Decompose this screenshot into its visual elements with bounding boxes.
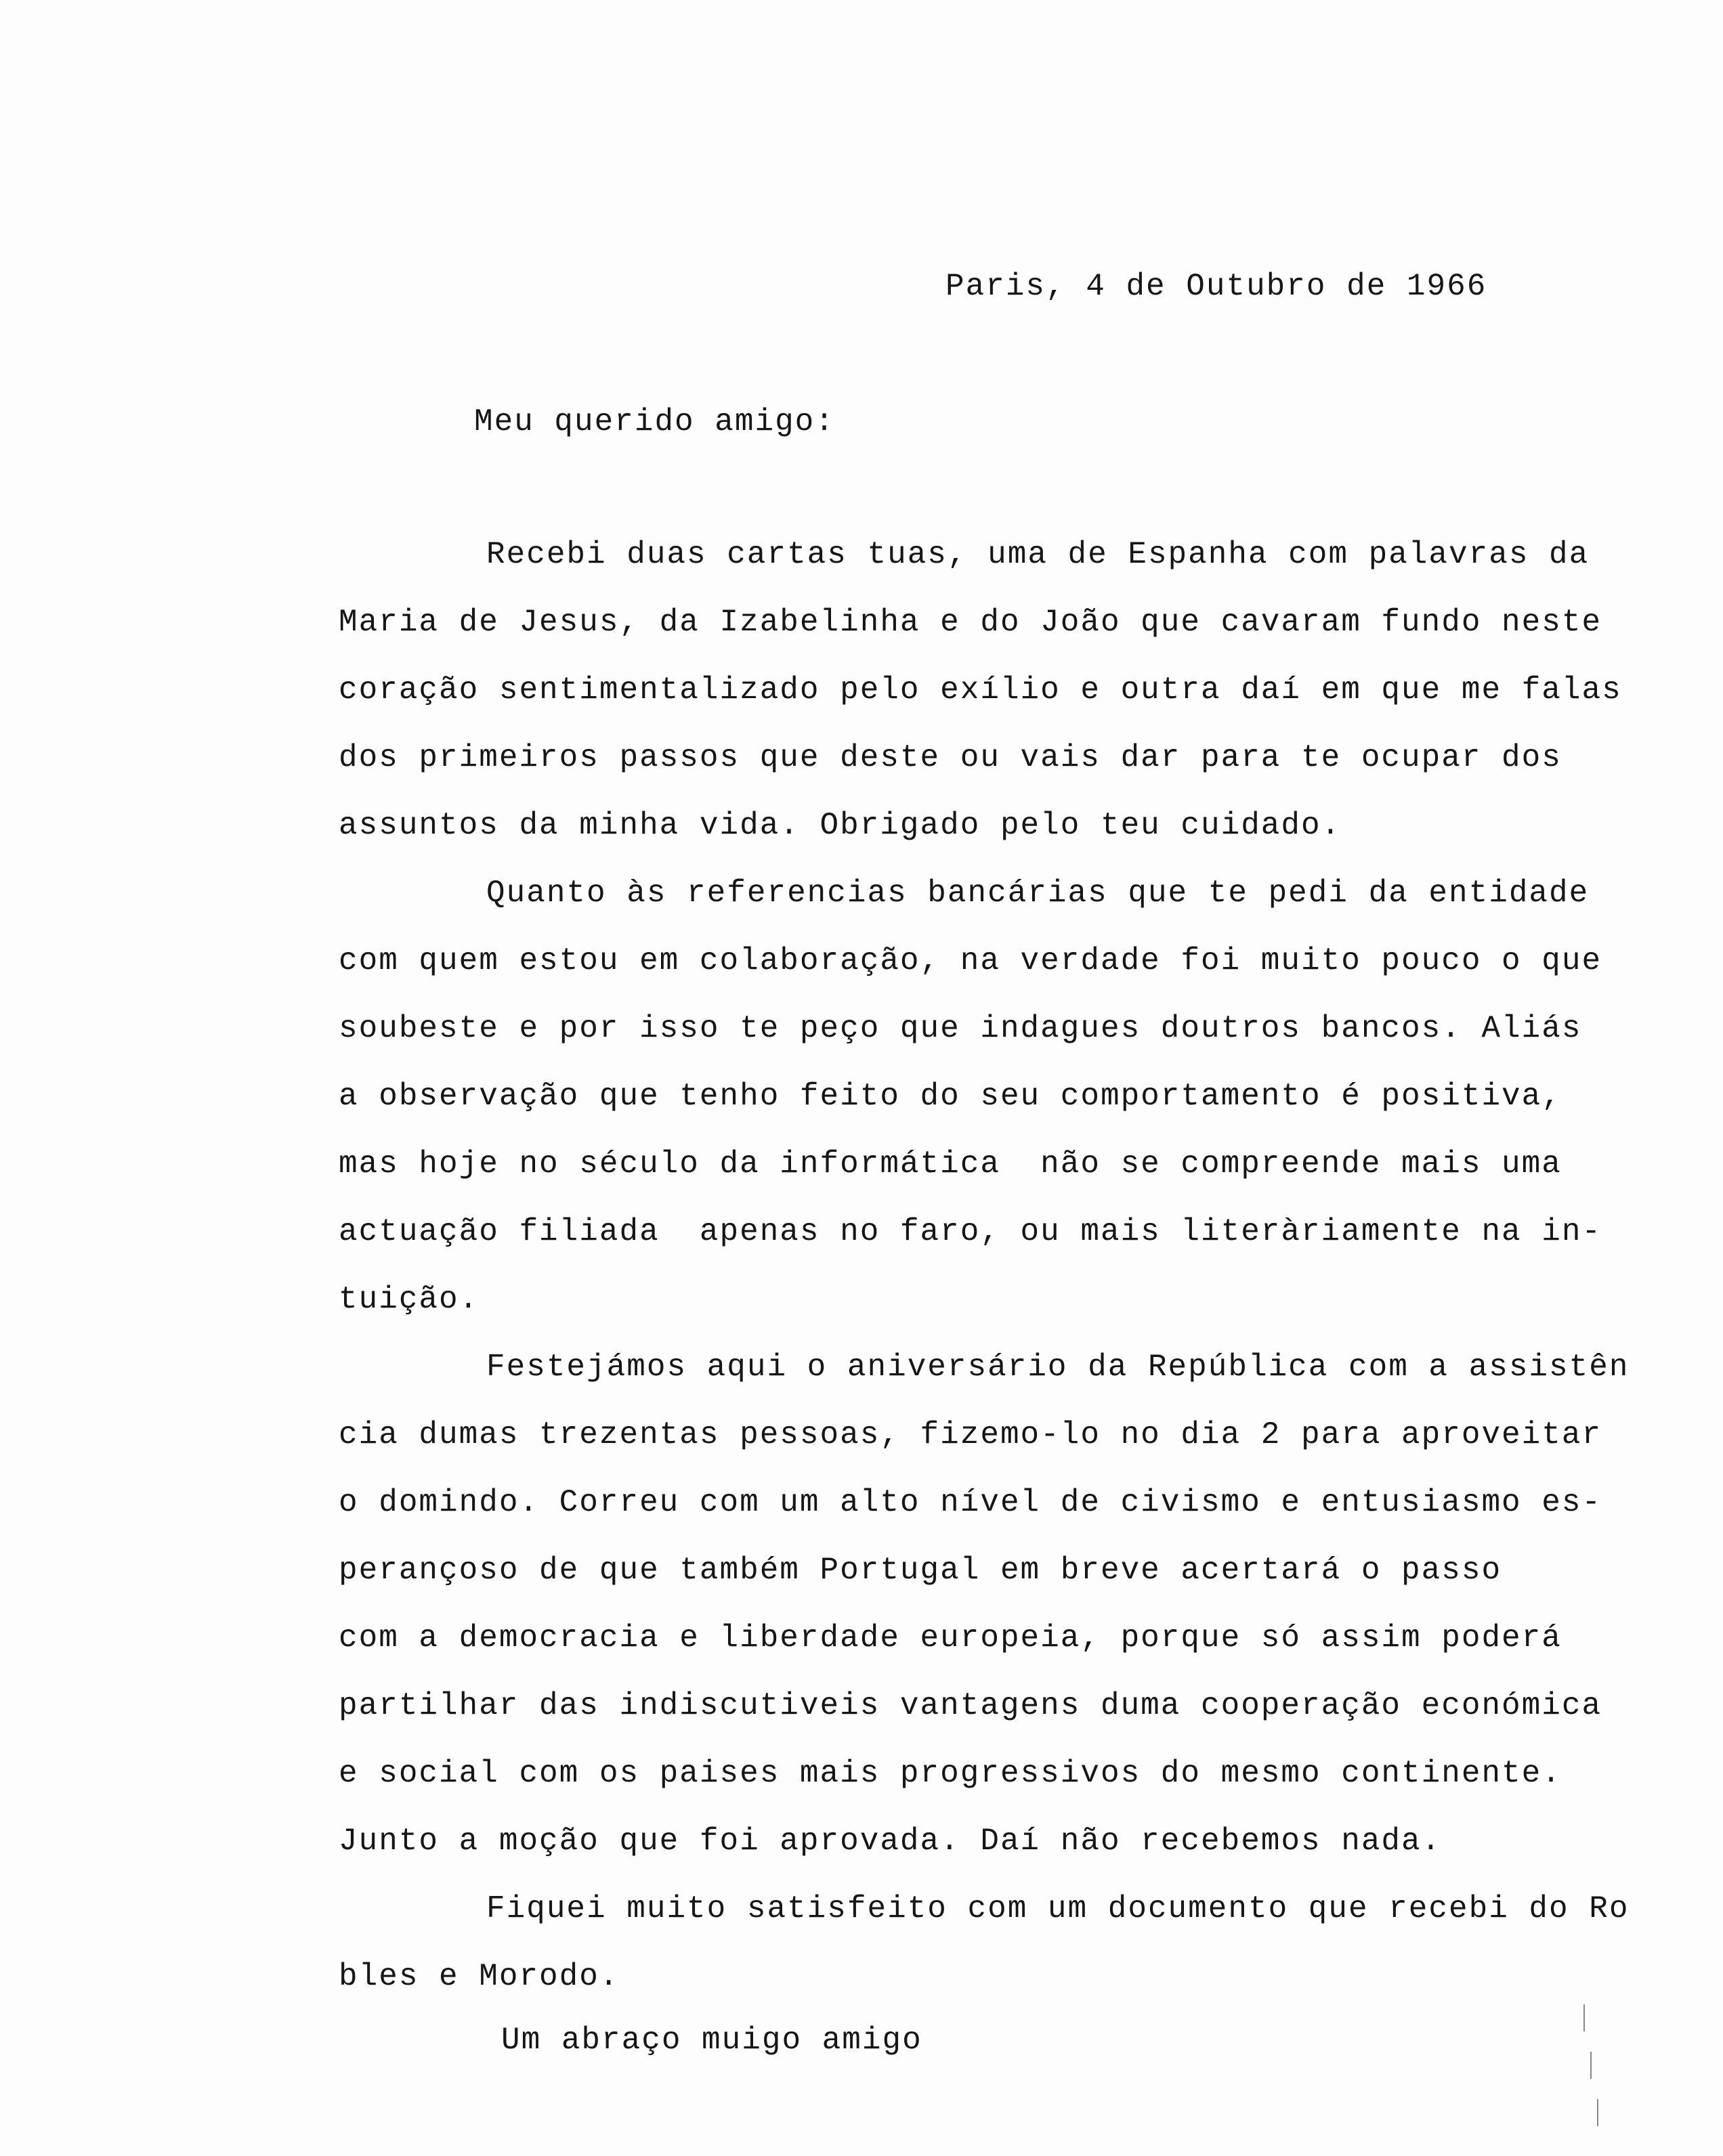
salutation: Meu querido amigo: — [474, 404, 835, 439]
margin-mark — [1583, 2004, 1585, 2031]
body-line: mas hoje no século da informática não se compreende mais uma — [339, 1146, 1562, 1182]
body-line: o domindo. Correu com um alto nível de civismo e entusiasmo es- — [339, 1485, 1602, 1520]
body-line: actuação filiada apenas no faro, ou mais literàriamente na in- — [339, 1214, 1602, 1249]
body-line: bles e Morodo. — [339, 1959, 620, 1994]
body-line: e social com os paises mais progressivos do mesmo continente. — [339, 1756, 1562, 1791]
place-date: Paris, 4 de Outubro de 1966 — [945, 269, 1487, 304]
body-line: com a democracia e liberdade europeia, porque só assim poderá — [339, 1620, 1562, 1656]
body-line: Festejámos aqui o aniversário da República com a assistên — [486, 1350, 1630, 1385]
body-line: a observação que tenho feito do seu comportamento é positiva, — [339, 1079, 1562, 1114]
body-line: Quanto às referencias bancárias que te pedi da entidade — [486, 876, 1590, 911]
body-line: tuição. — [339, 1282, 480, 1317]
body-line: Fiquei muito satisfeito com um documento que recebi do Ro — [486, 1891, 1630, 1926]
body-line: com quem estou em colaboração, na verdade foi muito pouco o que — [339, 943, 1602, 978]
body-line: coração sentimentalizado pelo exílio e outra daí em que me falas — [339, 672, 1622, 708]
body-line: Maria de Jesus, da Izabelinha e do João que cavaram fundo neste — [339, 605, 1602, 640]
margin-mark — [1597, 2099, 1598, 2126]
body-line: cia dumas trezentas pessoas, fizemo-lo no dia 2 para aproveitar — [339, 1417, 1602, 1452]
body-line: dos primeiros passos que deste ou vais dar para te ocupar dos — [339, 740, 1562, 775]
closing: Um abraço muigo amigo — [501, 2023, 922, 2058]
body-line: assuntos da minha vida. Obrigado pelo teu cuidado. — [339, 808, 1342, 843]
margin-mark — [1590, 2052, 1592, 2079]
body-line: soubeste e por isso te peço que indagues doutros bancos. Aliás — [339, 1011, 1582, 1046]
body-line: Junto a moção que foi aprovada. Daí não recebemos nada. — [339, 1824, 1442, 1859]
body-line: perançoso de que também Portugal em breve acertará o passo — [339, 1553, 1502, 1588]
body-line: partilhar das indiscutiveis vantagens duma cooperação económica — [339, 1688, 1602, 1723]
body-line: Recebi duas cartas tuas, uma de Espanha com palavras da — [486, 537, 1590, 572]
